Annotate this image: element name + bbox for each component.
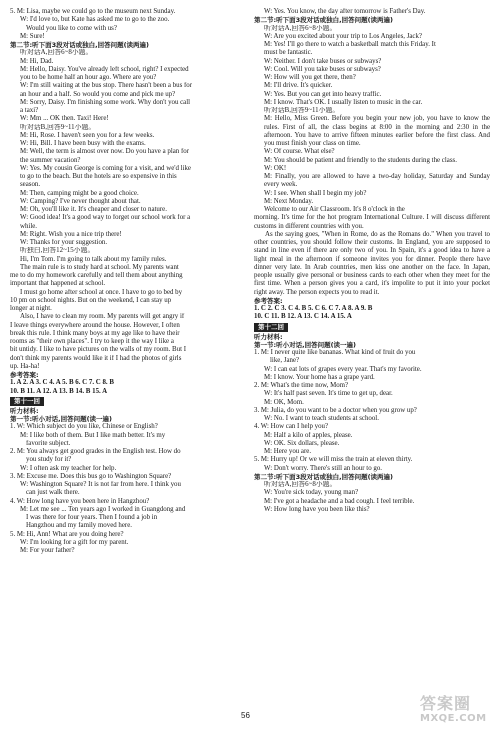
text-line: rooms as "their own places". I try to keep it the way I like a	[10, 338, 174, 345]
text-line: up. Ha-ha!	[10, 362, 40, 370]
text-line: 1. M: I never quite like bananas. What kind of fruit do you	[254, 349, 416, 356]
text-line: M: Let me see ... Ten years ago I worked in Guangdong and	[20, 505, 186, 513]
text-line: the summer vacation?	[20, 156, 81, 164]
text-line: like, Jane?	[270, 357, 300, 365]
text-line: 4. W: How can I help you?	[254, 423, 329, 431]
answer-line: 10. C 11. B 12. A 13. C 14. A 15. A	[254, 313, 352, 321]
text-line: W: I'd love to, but Kate has asked me to go to the zoo.	[20, 16, 170, 24]
text-line: Also, I have to clean my room. My parents will get angry if	[20, 313, 185, 321]
text-line: bit untidy. I like to have pictures on the walls of my room. But I	[10, 346, 186, 354]
text-line: M: Sorry, Daisy. I'm finishing some work. Why don't you call	[20, 98, 191, 106]
text-line: 1. W: Which subject do you like, Chinese or English?	[10, 423, 158, 431]
text-line: W: Neither. I don't take buses or subways?	[264, 57, 382, 65]
section-heading: 第二节:听下面3段对话或独白,回答问题(读两遍)	[10, 41, 150, 49]
answer-line: 1. A 2. A 3. C 4. A 5. B 6. C 7. C 8. B	[10, 379, 114, 387]
section-tag: 第十一回	[10, 397, 44, 406]
text-line: W: I'm looking for a gift for my parent.	[20, 538, 129, 546]
paragraph: As the saying goes, "When in Rome, do as the Romans do." When you travel to other countries, you should follow their customs. In England, you are supposed to stand in line even if there are only two of you. In Spain, it's a good idea to have a light meal in the afternoon if someone invites you for dinner. People there have dinner very late. In Arab countries, men kiss one another on the face. In Japan, people usually give personal or business cards to each other when they meet for the first time. When a person gives you a card, it's impolite to put it into your pocket right away. The person expects you to read it.	[254, 230, 490, 296]
text-line: 3. M: Excuse me. Does this bus go to Washington Square?	[10, 472, 172, 480]
paragraph: M: Hello, Miss Green. Before you begin your new job, you have to know the rules. First of all, the class begins at 8:00 in the morning and 2:30 in the afternoon. You have to arrive fifteen minutes earlier before the first class. And you must finish your class on time.	[264, 115, 490, 147]
text-line: 听独白,回答12~15小题。	[20, 247, 95, 255]
text-line: W: Are you excited about your trip to Los Angeles, Jack?	[264, 32, 422, 40]
section-tag-row	[10, 396, 243, 407]
text-line: 3. M: Julia, do you want to be a doctor when you grow up?	[254, 406, 417, 414]
left-column	[10, 8, 243, 555]
text-line: M: Oh, you'll like it. It's cheaper and closer to nature.	[20, 206, 167, 213]
text-line: W: Mm ... OK then. Taxi! Here!	[20, 115, 109, 123]
section-heading: 第一节:听小对话,回答问题(读一遍)	[10, 415, 113, 423]
text-line: 2. M: You always get good grades in the English test. How do	[10, 448, 181, 455]
text-line: M: Hi, Rose. I haven't seen you for a few weeks.	[20, 131, 155, 139]
text-line: you study for it?	[26, 456, 72, 464]
text-line: M: Here you are.	[264, 448, 312, 455]
text-line: M: Yes! I'll go there to watch a basketball match this Friday. It	[264, 41, 436, 48]
page-number: 56	[241, 711, 250, 720]
section-heading: 第一节:听小对话,回答问题(读一遍)	[254, 340, 357, 349]
text-line: 听对话B,回答9~11小题。	[264, 107, 340, 114]
text-line: M: Right. Wish you a nice trip there!	[20, 230, 122, 238]
text-line: can just walk there.	[26, 489, 80, 497]
text-line: 听对话A,回答6~8小题。	[264, 481, 337, 488]
text-line: M: I know. That's OK. I usually listen to music in the car.	[264, 98, 423, 106]
text-line: W: No. I want to teach students at school.	[264, 415, 379, 422]
text-line: 听对话A,回答6~8小题。	[20, 49, 93, 57]
text-line: I was there for four years. Then I found a job in	[26, 514, 158, 521]
text-line: W: How long have you been like this?	[264, 505, 370, 513]
section-heading: 参考答案:	[254, 296, 283, 305]
text-line: W: Don't worry. There's still an hour to go.	[264, 464, 383, 472]
text-line: while.	[20, 222, 38, 230]
text-line: favorite subject.	[26, 439, 71, 447]
answer-line: 10. B 11. A 12. A 13. B 14. B 15. A	[10, 387, 108, 395]
text-line: W: I can eat lots of grapes every year. That's my favorite.	[264, 365, 422, 373]
text-line: M: Next Monday.	[264, 197, 314, 205]
text-line: M: Hi, Dad.	[20, 57, 54, 65]
section-heading: 听力材料:	[254, 332, 283, 341]
text-line: M: I've got a headache and a bad cough. I feel terrible.	[264, 497, 415, 505]
text-line: W: It's half past seven. It's time to get up, dear.	[264, 390, 393, 398]
text-line: W: Washington Square? It is not far from here. I think you	[20, 481, 181, 488]
text-line: M: Sure!	[20, 32, 45, 40]
text-line: Hi, I'm Tom. I'm going to talk about my family rules.	[20, 255, 167, 263]
text-line: must be fantastic.	[264, 49, 313, 57]
text-line: W: You're sick today, young man?	[264, 489, 359, 497]
text-line: W: Cool. Will you take buses or subways?	[264, 65, 381, 73]
paragraph: M: Finally, you are allowed to have a two-day holiday, Saturday and Sunday every week.	[264, 173, 490, 189]
text-line: a taxi?	[20, 107, 39, 114]
text-line: longer at night.	[10, 305, 52, 312]
text-line: M: Half a kilo of apples, please.	[264, 431, 353, 439]
text-line: me to do my homework carefully and tell them about anything	[10, 272, 183, 279]
answer-line: 1. C 2. C 3. C 4. B 5. C 6. C 7. A 8. A 9. B	[254, 305, 373, 312]
text-line: The main rule is to study hard at school. My parents want	[20, 263, 179, 271]
text-line: W: OK!	[264, 164, 287, 172]
text-line: Welcome to our Air Classroom. It's 8 o'clock in the	[264, 206, 405, 213]
text-line: M: Then, camping might be a good choice.	[20, 189, 139, 197]
text-line: to go to the beach. But the hotels are so expensive in this	[20, 173, 177, 180]
text-line: I leave things everywhere around the house. However, I often	[10, 321, 180, 329]
watermark-line2: MXQE.COM	[420, 713, 487, 724]
text-line: W: Yes. You know, the day after tomorrow is Father's Day.	[264, 8, 426, 15]
text-line: 5. M: Hurry up! Or we will miss the train at eleven thirty.	[254, 456, 413, 464]
text-line: M: OK, Mom.	[264, 398, 304, 406]
text-line: 听对话B,回答9~11小题。	[20, 123, 96, 131]
text-line: break this rule. I think many boys at my age like to have their	[10, 329, 180, 337]
text-line: Hangzhou and my family moved here.	[26, 522, 133, 530]
paragraph: M: You should be patient and friendly to the students during the class.	[264, 156, 457, 164]
text-line: I must go home after school at once. I have to go to bed by	[20, 288, 183, 296]
text-line: W: I often ask my teacher for help.	[20, 464, 117, 472]
text-line: 10 pm on school nights. But on the weekend, I can stay up	[10, 296, 172, 304]
text-line: W: Camping? I've never thought about that.	[20, 197, 141, 205]
text-line: M: I'll drive. It's quicker.	[264, 82, 333, 90]
text-line: 4. W: How long have you been here in Hangzhou?	[10, 497, 150, 505]
text-line: 2. M: What's the time now, Mom?	[254, 382, 349, 389]
text-line: Would you like to come with us?	[26, 24, 117, 32]
section-tag-row	[254, 322, 490, 333]
text-line: W: I'm still waiting at the bus stop. There hasn't been a bus for	[20, 82, 193, 90]
text-line: you to be home half an hour ago. Where are you?	[20, 74, 157, 81]
section-heading: 听力材料:	[10, 406, 39, 415]
text-line: 5. M: Hi, Ann! What are you doing here?	[10, 530, 124, 538]
section-heading: 参考答案:	[10, 371, 39, 379]
section-heading: 第二节:听下面3段对话或独白,回答问题(读两遍)	[254, 472, 394, 481]
text-line: M: Well, the term is almost over now. Do you have a plan for	[20, 148, 189, 156]
section-tag: 第十二回	[254, 323, 288, 332]
text-line: M: I like both of them. But I like math better. It's my	[20, 431, 166, 439]
watermark-logo	[420, 695, 494, 727]
text-line: W: Hi, Bill. I have been busy with the exams.	[20, 140, 146, 147]
text-line: W: OK. Six dollars, please.	[264, 439, 340, 447]
text-line: W: Yes. But you can get into heavy traffic.	[264, 90, 382, 98]
text-line: M: Hello, Daisy. You've already left school, right? I expected	[20, 65, 189, 73]
text-line: an hour and a half. So would you come and pick me up?	[20, 90, 176, 98]
watermark-line1: 答案圈	[420, 694, 472, 713]
text-line: M: I know. Your home has a grape yard.	[264, 373, 375, 381]
text-line: W: Good idea! It's a good way to forget our school work for a	[20, 214, 191, 222]
text-line: important that happened at school.	[10, 280, 106, 288]
text-line: season.	[20, 181, 41, 189]
text-line: W: I see. When shall I begin my job?	[264, 189, 367, 197]
text-line: W: How will you get there, then?	[264, 74, 356, 81]
text-line: W: Yes. My cousin George is coming for a visit, and we'd like	[20, 164, 191, 172]
text-line: M: For your father?	[20, 547, 75, 554]
section-heading: 第二节:听下面3段对话或独白,回答问题(读两遍)	[254, 16, 394, 25]
paragraph: morning. It's time for the hot program International Culture. I will discuss different customs in different countries with you.	[254, 214, 490, 230]
text-line: 5. M: Lisa, maybe we could go to the museum next Sunday.	[10, 8, 176, 15]
text-line: 听对话A,回答6~8小题。	[264, 24, 337, 32]
right-column	[254, 8, 490, 514]
text-line: W: Thanks for your suggestion.	[20, 239, 108, 246]
text-line: W: Of course. What else?	[264, 148, 335, 156]
text-line: don't think my parents would like it if I had the photos of girls	[10, 354, 182, 362]
